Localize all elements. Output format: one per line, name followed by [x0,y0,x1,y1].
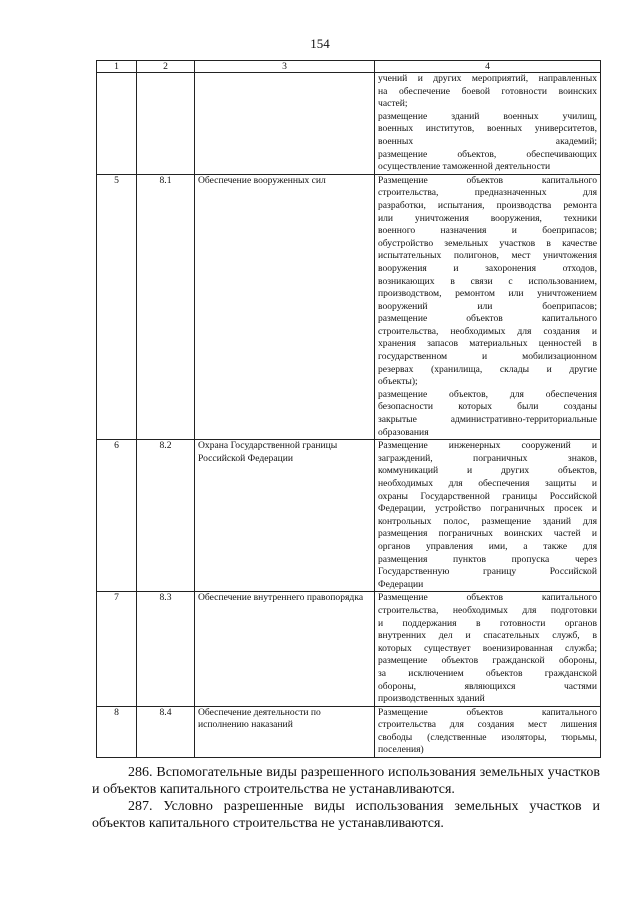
column-header: 1 [97,61,137,73]
description-line: учений и других мероприятий, направленных [378,73,597,84]
description-line: или уничтожения вооружения, техники [378,212,597,224]
table-row [97,440,601,592]
description-line: и поддержания в готовности органов [378,617,597,629]
description-line: строительства для создания мест лишения [378,719,597,731]
description-line: Размещение объектов капитального [378,592,597,604]
column-header: 2 [137,61,195,73]
description-line: свободы (следственные изоляторы, тюрьмы, [378,731,597,743]
description-line: которых существует военизированная служба; [378,642,597,654]
use-type-name-cell: Обеспечение внутреннего правопорядка [195,592,375,706]
description-line: размещение объектов, для обеспечения [378,388,597,400]
description-line: строительства, предназначенных для [378,187,597,199]
column-header: 3 [195,61,375,73]
description-line: охраны Государственной границы Российской [378,490,597,502]
description-line: военных академий; [378,135,597,147]
description-line: Федерации [378,578,424,590]
row-number-cell: 8 [97,706,137,757]
description-line: хранения запасов материальных ценностей в [378,338,597,350]
description-line: объекты); [378,376,418,388]
paragraph-text: 286. Вспомогательные виды разрешенного использования земельных участков и объектов капитального строительства не устанавливаются. [92,765,600,797]
description-line: испытательных полигонов, мест уничтожения [378,250,597,262]
description-line: строительства, необходимых для подготовки [378,604,597,616]
use-type-name-cell: Обеспечение деятельности по исполнению наказаний [195,706,375,757]
classifier-code-cell: 8.2 [137,440,195,592]
description-line: контрольных полос, размещение зданий для [378,515,597,527]
description-line: размещение объектов капитального [378,313,597,325]
description-line: резервах (хранилища, склады и другие [378,363,597,375]
page-number: 154 [310,36,330,51]
description-line: размещение зданий военных училищ, [378,110,597,122]
row-number-cell: 6 [97,440,137,592]
table-row [97,706,601,757]
column-header: 4 [375,61,601,73]
description-line: на обеспечение боевой готовности воинских [378,85,597,97]
description-line: военных институтов, военных университетов, [378,123,597,135]
use-type-name-cell [195,73,375,175]
paragraph-287 [92,798,600,832]
table-row [97,73,601,175]
paragraph-text: 287. Условно разрешенные виды использования земельных участков и объектов капитального строительства не устанавливаются. [92,799,600,831]
description-line: частей; [378,98,408,110]
description-line: за исключением объектов гражданской [378,667,597,679]
description-line: безопасности которых были созданы [378,401,597,413]
use-type-description-cell [375,440,601,592]
description-line: Размещение инженерных сооружений и [378,440,597,452]
table-row [97,174,601,439]
description-line: Федерации, устройство пограничных просек и [378,503,597,515]
row-number-cell: 5 [97,174,137,439]
use-type-name-cell: Обеспечение вооруженных сил [195,174,375,439]
description-line: государственном и мобилизационном [378,351,597,363]
use-type-description-cell [375,706,601,757]
use-type-description-cell [375,174,601,439]
description-line: заграждений, пограничных знаков, [378,452,597,464]
description-line: размещения пограничных воинских частей и [378,528,597,540]
use-type-name-cell: Охрана Государственной границы Российской Федерации [195,440,375,592]
description-line: разработки, испытания, производства ремонта [378,199,597,211]
description-line: обороны, являющихся частями [378,680,597,692]
description-line: вооружений или боеприпасов; [378,300,597,312]
description-line: органов управления ими, а также для [378,540,597,552]
table-header-row [97,61,601,73]
description-line: военного назначения и боеприпасов; [378,225,597,237]
description-line: поселения) [378,744,424,756]
table-row [97,592,601,706]
description-line: Государственную границу Российской [378,566,597,578]
description-line: производством, ремонтом или уничтожением [378,288,597,300]
paragraph-286 [92,764,600,798]
classifier-code-cell: 8.4 [137,706,195,757]
use-type-description-cell [375,592,601,706]
table-body [97,73,601,758]
row-number-cell: 7 [97,592,137,706]
description-line: размещение объектов, обеспечивающих [378,148,597,160]
description-line: необходимых для обеспечения защиты и [378,478,597,489]
description-line: размещения пунктов пропуска через [378,553,597,565]
description-line: закрытые административно-территориальные [378,414,597,426]
description-line: вооружения и захоронения отходов, [378,262,597,274]
description-line: коммуникаций и других объектов, [378,465,597,477]
classifier-code-cell: 8.1 [137,174,195,439]
description-line: Размещение объектов капитального [378,174,597,186]
classifier-code-cell [137,73,195,175]
description-line: размещение объектов гражданской обороны, [378,655,597,667]
description-line: осуществление таможенной деятельности [378,161,551,173]
description-line: обустройство земельных участков в качестве [378,237,597,249]
description-line: возникающих в связи с использованием, [378,275,597,287]
row-number-cell [97,73,137,175]
description-line: производственных зданий [378,693,485,705]
classifier-code-cell: 8.3 [137,592,195,706]
use-type-description-cell [375,73,601,175]
land-use-table [96,60,601,758]
description-line: образования [378,426,429,438]
description-line: строительства, необходимых для создания и [378,325,597,337]
description-line: Размещение объектов капитального [378,706,597,718]
description-line: внутренних дел и спасательных служб, в [378,630,597,642]
